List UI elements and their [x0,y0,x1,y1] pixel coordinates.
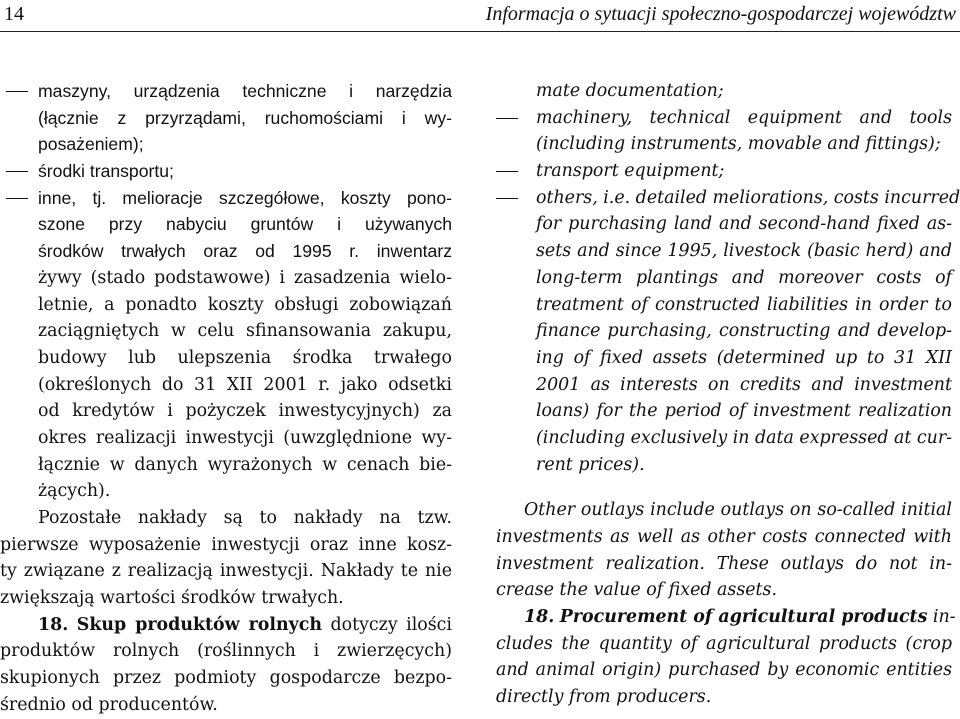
paragraph-gap [496,478,952,497]
list-line: łącznie w danych wyrażonych w cenach bie- [38,454,452,475]
page-number: 14 [4,3,24,25]
list-line: loans) for the period of investment realization [536,401,952,422]
list-line: mate documentation; [536,81,724,101]
list-item: others, i.e. detailed meliorations, costs incurred [496,185,952,212]
section-number: 18. [524,607,555,628]
list-item: inne, tj. melioracje szczegółowe, koszty pono- [0,185,452,212]
section-heading-line: 18. Skup produktów rolnych dotyczy ilości [38,614,452,635]
list-line: 2001 as interests on credits and investment [536,374,952,395]
list-line: (including exclusively in data expressed at cur- [536,427,953,448]
paragraph-line: directly from producers. [496,687,712,708]
running-header-title: Informacja o sytuacji społeczno-gospodarczej województw [485,3,956,25]
dash-bullet [6,91,28,92]
list-line: (określonych do 31 XII 2001 r. jako odsetki [38,374,452,395]
list-line: for purchasing land and second-hand fixed as- [536,214,952,235]
list-line: żących). [38,481,111,502]
list-line: (including instruments, movable and fittings); [536,134,941,155]
paragraph-line: cludes the quantity of agricultural products (crop [496,633,952,654]
section-number: 18. [38,614,69,635]
list-line: ing of fixed assets (determined up to 31 XII [536,347,952,368]
dash-bullet [496,171,518,172]
paragraph-line: and animal origin) purchased by economic entities [496,660,952,681]
list-line: szone przy nabyciu gruntów i używanych [38,214,452,235]
list-item: machinery, technical equipment and tools [496,105,952,132]
list-line: letnie, a ponadto koszty obsługi zobowiązań [38,294,452,315]
header-rule [0,31,960,32]
list-line: zaciągniętych w celu sfinansowania zakupu, [38,321,452,342]
list-line: (łącznie z przyrządami, ruchomościami i wy- [38,107,452,128]
paragraph-line: investments as well as other costs connected with [496,527,952,547]
list-item: transport equipment; [496,158,952,185]
list-item: środki transportu; [0,158,452,185]
list-line: sets and since 1995, livestock (basic herd) and [536,241,952,262]
list-line: okres realizacji inwestycji (uwzględnione wy- [38,427,452,448]
right-column [496,78,960,711]
list-line: posażeniem); [38,134,144,155]
paragraph-line: produktów rolnych (roślinnych i zwierzęcych) [0,641,452,662]
paragraph-line: ty związane z realizacją inwestycji. Nakłady te nie [0,561,452,582]
paragraph-line: crease the value of fixed assets. [496,580,777,601]
dash-bullet [496,198,518,199]
section-term: Procurement of agricultural products [559,607,928,628]
dash-bullet [496,118,518,119]
list-line: finance purchasing, constructing and develop- [536,321,952,342]
paragraph-line: investment realization. These outlays do not in- [496,553,952,574]
dash-bullet [6,171,28,172]
paragraph-line: pierwsze wyposażenie inwestycji oraz inne kosz- [0,534,452,555]
list-line: long-term plantings and moreover costs of [536,267,952,288]
paragraph-line: Pozostałe nakłady są to nakłady na tzw. [38,508,452,528]
list-line: od kredytów i pożyczek inwestycyjnych) za [38,401,452,422]
left-column [0,78,452,719]
list-item: maszyny, urządzenia techniczne i narzędzia [0,78,452,105]
list-line: rent prices). [536,454,645,475]
list-line: treatment of constructed liabilities in order to [536,294,952,315]
section-term: Skup produktów rolnych [76,614,322,635]
section-heading-line: 18. Procurement of agricultural products in- [524,607,956,628]
list-line: żywy (stado podstawowe) i zasadzenia wielo- [38,267,452,288]
list-line: budowy lub ulepszenia środka trwałego [38,347,452,368]
paragraph-line: średnio od producentów. [0,694,218,715]
paragraph-line: Other outlays include outlays on so-called initial [524,500,952,521]
list-line: środków trwałych oraz od 1995 r. inwentarz [38,241,452,262]
paragraph-line: skupionych przez podmioty gospodarcze bezpo- [0,668,452,689]
paragraph-line: zwiększają wartości środków trwałych. [0,588,344,609]
dash-bullet [6,198,28,199]
